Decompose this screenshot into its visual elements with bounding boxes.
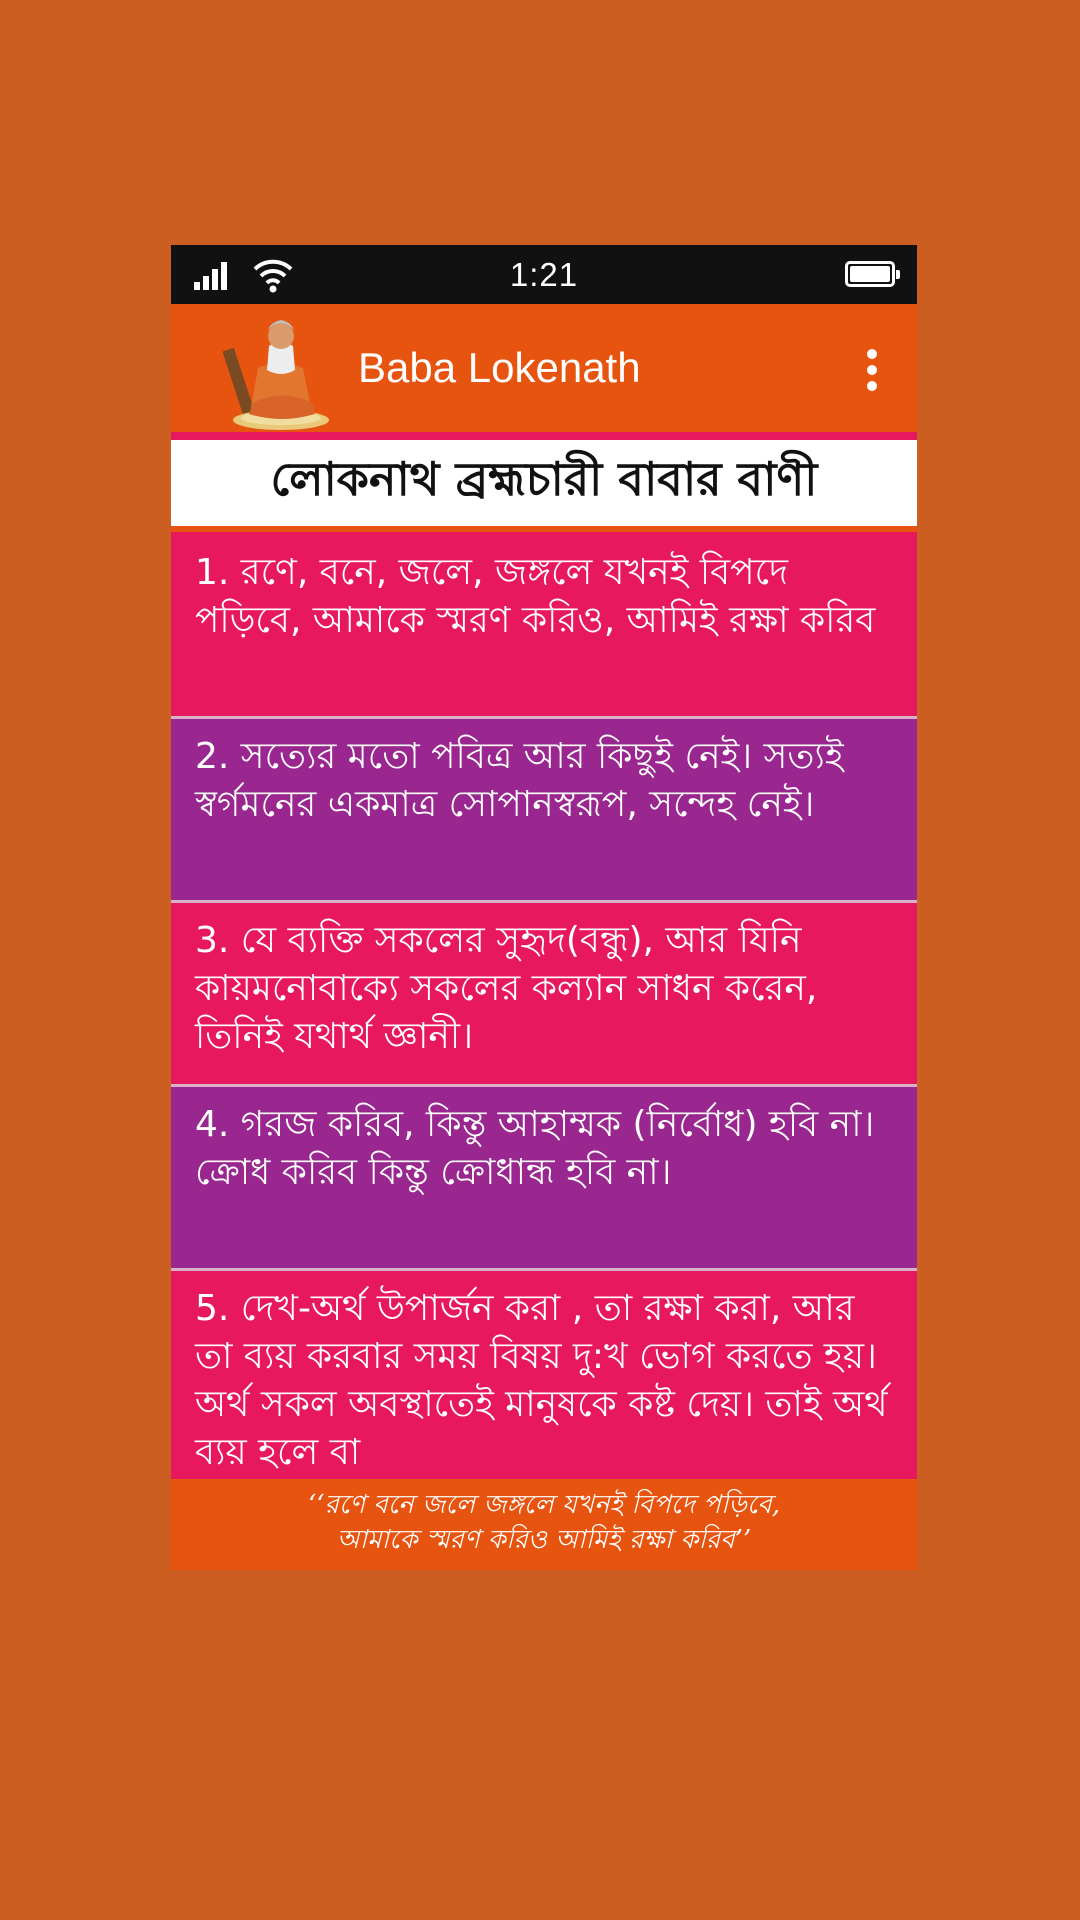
list-item[interactable] <box>171 1087 917 1271</box>
list-item[interactable] <box>171 719 917 903</box>
status-bar <box>171 245 917 304</box>
quote-text: 5. দেখ-অর্থ উপার্জন করা , তা রক্ষা করা, আর তা ব্যয় করবার সময় বিষয় দু:খ ভোগ করতে হয়। অর্থ সকল অবস্থাতেই মানুষকে কষ্ট দেয়। তাই অর্থ ব্যয় হলে বা <box>195 1288 888 1473</box>
list-item[interactable] <box>171 535 917 719</box>
battery-icon <box>845 261 895 287</box>
baba-lokenath-avatar[interactable] <box>223 308 333 432</box>
page-title: লোকনাথ ব্রহ্মচারী বাবার বাণী <box>171 440 917 532</box>
status-time: 1:21 <box>509 256 579 293</box>
app-bar <box>171 304 917 432</box>
footer-banner <box>171 1479 917 1570</box>
quote-list[interactable] <box>171 535 917 1552</box>
footer-line-1: ‘‘রণে বনে জলে জঙ্গলে যখনই বিপদে পড়িবে, <box>307 1490 781 1520</box>
quote-text: 2. সত্যের মতো পবিত্র আর কিছুই নেই। সত্যই স্বর্গমনের একমাত্র সোপানস্বরূপ, সন্দেহ নেই। <box>195 736 844 825</box>
footer-line-2: আমাকে স্মরণ করিও আমিই রক্ষা করিব’’ <box>336 1525 752 1555</box>
more-vertical-icon[interactable] <box>865 349 879 391</box>
quote-text: 1. রণে, বনে, জলে, জঙ্গলে যখনই বিপদে পড়িবে, আমাকে স্মরণ করিও, আমিই রক্ষা করিব <box>195 552 876 641</box>
list-item[interactable] <box>171 903 917 1087</box>
quote-text: 4. গরজ করিব, কিন্তু আহাম্মক (নির্বোধ) হবি না। ক্রোধ করিব কিন্তু ক্রোধান্ধ হবি না। <box>195 1104 875 1193</box>
phone-screen <box>171 245 917 1570</box>
quote-text: 3. যে ব্যক্তি সকলের সুহৃদ(বন্ধু), আর যিনি কায়মনোবাক্যে সকলের কল্যান সাধন করেন, তিনিই যথার্থ জ্ঞানী। <box>195 920 818 1057</box>
app-title: Baba Lokenath <box>358 344 641 391</box>
